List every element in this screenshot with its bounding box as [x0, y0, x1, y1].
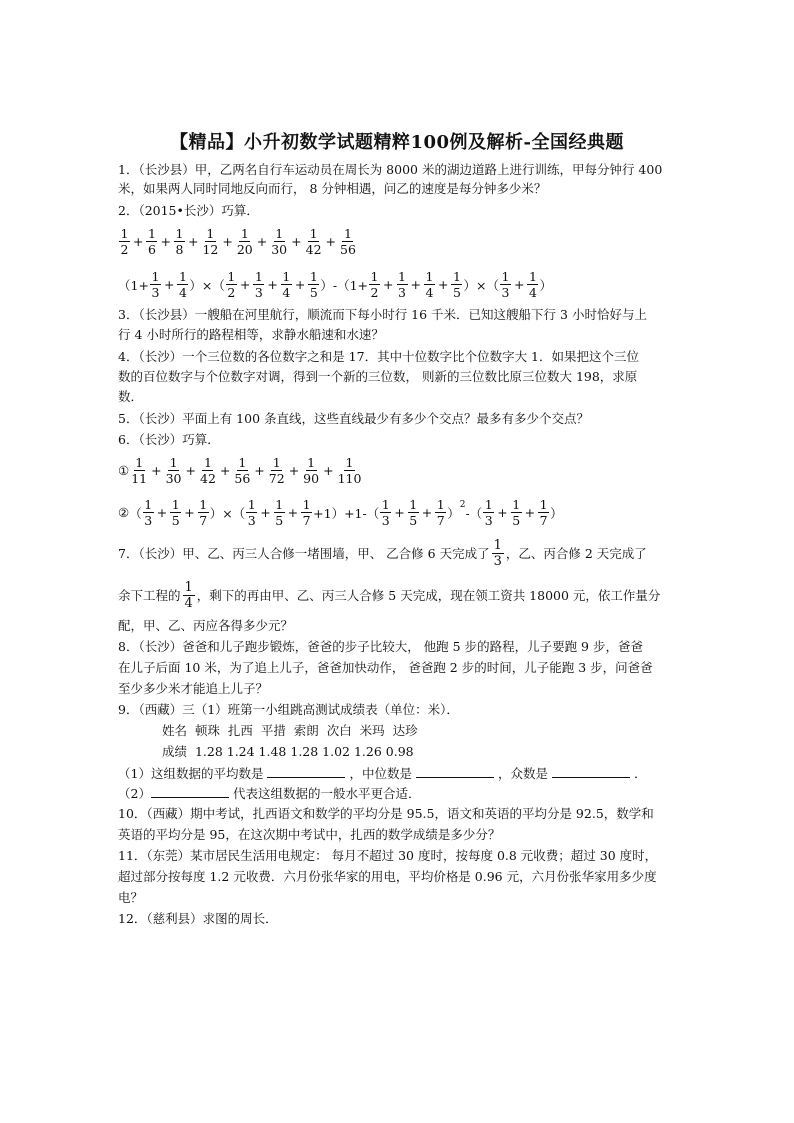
q7-fraction-1-num: 1 [493, 538, 502, 553]
q6e2-g1-fraction-3-num: 1 [199, 497, 208, 512]
q9-part-1 [118, 765, 647, 782]
q6e2-g2-fraction-2 [274, 497, 285, 528]
q8-line-2: 在儿子后面 10 米，为了追上儿子，爸爸加快动作， 爸爸跑 2 步的时间，儿子能跑 3 步，问爸爸 [118, 660, 653, 675]
q2e2-g4-fraction-2-den: 4 [528, 285, 537, 300]
q2e2-g4-fraction-1 [500, 269, 511, 300]
circled-two-marker: ② [118, 505, 130, 520]
q2e2-g1-fraction-2-den: 4 [178, 285, 187, 300]
q1-line-2: 米，如果两人同时同地反向而行， 8 分钟相遇，问乙的速度是每分钟多少米？ [118, 181, 547, 196]
q7-fraction-2-num: 1 [184, 580, 193, 595]
q2e2-g2-fraction-2-num: 1 [254, 269, 263, 284]
q7-line-1-text-b: ，乙、丙合修 2 天完成了 [505, 545, 647, 561]
q7-line-2 [118, 580, 660, 611]
q2e2-g2-plus-1: + [239, 277, 251, 292]
q6e2-g3-fraction-1-den: 3 [381, 513, 390, 528]
q9-part-1-text-c: ，众数是 [497, 766, 548, 781]
q6e2-g2-fraction-2-den: 5 [275, 513, 284, 528]
q7-line-2-text-b: ，剩下的再由甲、乙、丙三人合修 5 天完成，现在领工资共 18000 元，依工作量分 [196, 587, 661, 603]
blank-median[interactable] [416, 765, 494, 778]
q2e1-fraction-1-den: 2 [120, 242, 129, 257]
q6e2-g4-fraction-2-num: 1 [512, 497, 521, 512]
q6e2-g2-fraction-3-num: 1 [302, 497, 311, 512]
q9-part-2-text-a: （2） [118, 786, 151, 801]
q6e2-g2-plus-1: + [260, 505, 271, 520]
q2e2-g2-fraction-4 [308, 269, 319, 300]
q6e2-g2-fraction-1 [246, 497, 257, 528]
q6e1-fraction-3-num: 1 [203, 455, 212, 470]
q6e2-g1-plus-2: + [184, 505, 195, 520]
q2e2-g3-fraction-4-num: 1 [452, 269, 461, 284]
q2e2-g2-fraction-3-num: 1 [282, 269, 291, 284]
q6e2-g4-fraction-1-den: 3 [484, 513, 493, 528]
q9-part-2-text-b: 代表这组数据的一般水平更合适． [232, 786, 421, 801]
q2e2-g3-fraction-2-num: 1 [398, 269, 406, 284]
q2e2-g3-fraction-3-den: 4 [425, 285, 434, 300]
q6e2-g1-fraction-3 [198, 497, 209, 528]
q7-line-3: 配，甲、乙、丙应各得多少元？ [118, 618, 294, 633]
q9-part-1-text-d: ． [634, 766, 647, 781]
q2e1-fraction-8-den: 56 [340, 242, 356, 257]
q2e2-g2-fraction-1-num: 1 [227, 269, 236, 284]
q2e2-open: （1+ [118, 277, 149, 293]
q6e2-g1-plus-1: + [156, 505, 168, 520]
q2e2-g3-fraction-4-den: 5 [452, 285, 461, 300]
q4-line-1: 4．（长沙）一个三位数的各位数字之和是 17．其中十位数字比个位数字大 1．如果把这个三位 [118, 349, 640, 364]
q6e1-fraction-3 [199, 455, 217, 486]
q6e1-fraction-6-num: 1 [307, 455, 316, 470]
q6e1-fraction-1 [130, 455, 148, 486]
q3-line-2: 行 4 小时所行的路程相等，求静水船速和水速？ [118, 327, 384, 342]
q6e2-g4-fraction-3-den: 7 [539, 513, 548, 528]
q2e1-plus-4: + [222, 234, 233, 249]
q2e1-fraction-5 [236, 226, 254, 257]
q7-fraction-1 [492, 538, 504, 569]
q8-line-1: 8．（长沙）爸爸和儿子跑步锻炼，爸爸的步子比较大， 他跑 5 步的路程，儿子要跑 9 步，爸爸 [118, 639, 643, 654]
q2e2-g1-fraction-1-den: 3 [151, 285, 160, 300]
q11-line-1: 11．（东莞）某市居民生活用电规定： 每月不超过 30 度时，按每度 0.8 元收费；超过 30 度时， [118, 848, 658, 863]
q7-fraction-2-den: 4 [184, 596, 193, 611]
q6e1-fraction-5 [268, 455, 286, 486]
q6e1-fraction-1-den: 11 [131, 471, 148, 486]
q2e2-g3-fraction-1-num: 1 [370, 269, 379, 284]
q2e2-g2-plus-2: + [267, 277, 278, 292]
q2e2-g3-plus-2: + [410, 277, 421, 292]
q2e2-g1-fraction-2 [177, 269, 188, 300]
q6e2-g2-fraction-1-den: 3 [247, 513, 256, 528]
q6e2-g2-fraction-1-num: 1 [247, 497, 256, 512]
q2e2-g3-fraction-4 [451, 269, 462, 300]
q6e2-g1-fraction-3-den: 7 [199, 513, 208, 528]
q6e1-fraction-4 [233, 455, 251, 486]
q2e2-g3-fraction-3 [424, 269, 435, 300]
q7-fraction-1-den: 3 [493, 554, 502, 569]
q2e2-g1-fraction-2-num: 1 [178, 269, 187, 284]
q6e1-fraction-3-den: 42 [200, 471, 216, 486]
q6e2-times: ）×（ [209, 505, 246, 521]
q2e2-g3-plus-3: + [437, 277, 449, 292]
q6e1-fraction-2 [165, 455, 183, 486]
q2e1-plus-5: + [256, 234, 268, 249]
q6e1-plus-1: + [151, 463, 162, 478]
q2e2-g4-plus-1: + [513, 277, 525, 292]
q9-scores-row: 成绩 1.28 1.24 1.48 1.28 1.02 1.26 0.98 [162, 744, 414, 759]
q6e2-g3-plus-2: + [421, 505, 433, 520]
q2e1-fraction-6-num: 1 [275, 226, 284, 241]
q6e2-close-1: ） [447, 505, 460, 521]
q6e2-g2-plus-2: + [287, 505, 299, 520]
q4-line-3: 数． [118, 389, 144, 404]
q6e1-fraction-4-num: 1 [238, 455, 247, 470]
q6e2-g3-fraction-2-den: 5 [409, 513, 418, 528]
q2e1-fraction-2 [146, 226, 157, 257]
q6e1-fraction-6-den: 90 [303, 471, 320, 486]
q2-expression-1 [118, 226, 358, 257]
q2e2-g1-plus-1: + [163, 277, 175, 292]
q2e1-fraction-8 [339, 226, 357, 257]
q6e1-fraction-7-num: 1 [345, 455, 354, 470]
q2e1-fraction-6 [270, 226, 288, 257]
q6e1-fraction-5-num: 1 [272, 455, 281, 470]
q2e1-fraction-2-num: 1 [148, 226, 156, 241]
q6e2-g1-fraction-2-num: 1 [171, 497, 180, 512]
q6e2-g4-fraction-3-num: 1 [539, 497, 548, 512]
q6e2-exponent: 2 [459, 499, 466, 510]
q7-line-1 [118, 538, 647, 569]
q6e1-plus-5: + [288, 463, 300, 478]
q2e1-fraction-4-den: 12 [202, 242, 219, 257]
q6e1-fraction-2-den: 30 [165, 471, 182, 486]
q6e1-plus-2: + [185, 463, 196, 478]
q6e1-fraction-1-num: 1 [135, 455, 144, 470]
q2e2-g2-fraction-4-den: 5 [309, 285, 318, 300]
q2e2-g4-fraction-2-num: 1 [528, 269, 537, 284]
q7-fraction-2 [183, 580, 195, 611]
q6e2-g4-plus-2: + [524, 505, 536, 520]
q6e2-g4-fraction-2-den: 5 [512, 513, 521, 528]
q6e2-g2-fraction-3-den: 7 [302, 513, 311, 528]
q2e1-fraction-3 [174, 226, 185, 257]
q6e2-g4-fraction-2 [511, 497, 522, 528]
q2e1-fraction-7-num: 1 [309, 226, 318, 241]
q2-line-1: 2．（2015•长沙）巧算． [118, 203, 259, 218]
q2e2-g2-fraction-2 [253, 269, 264, 300]
q6e2-g3-fraction-3-num: 1 [436, 497, 445, 512]
q2e2-g4-fraction-2 [527, 269, 538, 300]
q6-line-1: 6．（长沙）巧算． [118, 432, 220, 447]
q6e2-g4-fraction-1 [483, 497, 494, 528]
q2e1-fraction-4-num: 1 [206, 226, 215, 241]
q6e2-minus: -（ [465, 505, 483, 521]
q2e1-plus-3: + [187, 234, 199, 249]
q6e2-g1-fraction-2-den: 5 [171, 513, 180, 528]
q6e2-g3-fraction-3-den: 7 [436, 513, 445, 528]
q2e1-fraction-4 [201, 226, 219, 257]
q6e1-fraction-2-num: 1 [169, 455, 178, 470]
q9-names-row: 姓名 顿珠 扎西 平措 索朗 次白 米玛 达珍 [162, 723, 418, 738]
q2e2-g2-fraction-2-den: 3 [254, 285, 263, 300]
q2e1-fraction-5-num: 1 [240, 226, 249, 241]
q2e1-fraction-2-den: 6 [148, 242, 156, 257]
q6e2-open: （ [129, 505, 142, 521]
q7-line-1-text-a: 7．（长沙）甲、乙、丙三人合修一堵围墙，甲、 乙合修 6 天完成了 [118, 545, 490, 561]
q2e1-fraction-3-den: 8 [175, 242, 184, 257]
blank-representative[interactable] [151, 785, 229, 798]
q9-line-1: 9．（西藏）三（1）班第一小组跳高测试成绩表（单位：米）． [118, 702, 459, 717]
q2e2-g3-fraction-1 [369, 269, 380, 300]
q2e2-g2-fraction-4-num: 1 [309, 269, 318, 284]
q8-line-3: 至少多少米才能追上儿子？ [118, 681, 269, 696]
q2e2-g2-fraction-1-den: 2 [227, 285, 236, 300]
q6e1-fraction-4-den: 56 [234, 471, 251, 486]
q2e2-g3-fraction-2 [397, 269, 408, 300]
q2e1-fraction-7-den: 42 [305, 242, 322, 257]
q11-line-3: 电？ [118, 890, 144, 905]
q6e2-g1-fraction-1 [143, 497, 154, 528]
q6-expression-2 [118, 497, 563, 528]
q4-line-2: 数的百位数字与个位数字对调，得到一个新的三位数， 则新的三位数比原三位数大 198，求原 [118, 369, 638, 384]
q7-line-2-text-a: 余下工程的 [118, 587, 181, 603]
q6e1-fraction-7-den: 110 [337, 471, 362, 486]
q9-part-1-text-a: （1）这组数据的平均数是 [118, 766, 264, 781]
q2e2-g2-plus-3: + [294, 277, 306, 292]
q2e2-g2-fraction-1 [226, 269, 237, 300]
q2e1-fraction-1-num: 1 [120, 226, 129, 241]
q6e1-plus-3: + [219, 463, 231, 478]
q6e1-plus-6: + [323, 463, 334, 478]
q2e1-fraction-3-num: 1 [175, 226, 184, 241]
q2e2-g3-fraction-3-num: 1 [425, 269, 434, 284]
q2e2-g2-fraction-3-den: 4 [282, 285, 291, 300]
q6e2-g4-fraction-3 [538, 497, 549, 528]
q6e2-g1-fraction-1-den: 3 [144, 513, 153, 528]
q9-part-1-text-b: ，中位数是 [349, 766, 412, 781]
q6e2-close-2: ） [550, 505, 563, 521]
q6e2-g3-fraction-3 [435, 497, 446, 528]
q6e2-g4-fraction-1-num: 1 [484, 497, 493, 512]
q2e2-g1-fraction-1 [150, 269, 161, 300]
q6e1-fraction-7 [337, 455, 363, 486]
q2e2-g4-fraction-1-num: 1 [501, 269, 510, 284]
q6e2-g3-fraction-1-num: 1 [381, 497, 390, 512]
q2e1-plus-1: + [133, 234, 144, 249]
q3-line-1: 3．（长沙县）一艘船在河里航行，顺流而下每小时行 16 千米．已知这艘船下行 3 小时恰好与上 [118, 307, 647, 322]
q2e2-g1-fraction-1-num: 1 [151, 269, 160, 284]
q6e2-g1-fraction-2 [170, 497, 181, 528]
q2-expression-2 [118, 269, 552, 300]
page-title: 【精品】小升初数学试题精粹100例及解析-全国经典题 [169, 132, 625, 153]
q6e2-g3-plus-1: + [394, 505, 405, 520]
q12-line-1: 12．（慈利县）求图的周长． [118, 911, 278, 926]
q2e2-minus: ）-（1+ [320, 277, 369, 293]
q6e2-g3-fraction-1 [380, 497, 391, 528]
blank-mean[interactable] [267, 765, 345, 778]
q2e2-times-2: ）×（ [463, 277, 499, 293]
q2e2-close: ） [539, 277, 552, 293]
q2e2-times-1: ）×（ [189, 277, 225, 293]
q6-expression-1 [118, 455, 363, 486]
q6e1-fraction-5-den: 72 [268, 471, 285, 486]
q6e2-g1-fraction-1-num: 1 [144, 497, 153, 512]
circled-one-marker: ① [118, 463, 130, 478]
q2e1-plus-6: + [291, 234, 302, 249]
q6e1-plus-4: + [254, 463, 265, 478]
q2e1-fraction-8-num: 1 [343, 226, 352, 241]
q2e1-fraction-1 [119, 226, 130, 257]
q2e2-g3-fraction-2-den: 3 [398, 285, 406, 300]
q5-line-1: 5．（长沙）平面上有 100 条直线，这些直线最少有多少个交点？最多有多少个交点？ [118, 411, 590, 426]
q2e2-g4-fraction-1-den: 3 [501, 285, 510, 300]
q10-line-1: 10．（西藏）期中考试，扎西语文和数学的平均分是 95.5，语文和英语的平均分是 92.5，数学和 [118, 806, 654, 821]
q6e2-g4-plus-1: + [497, 505, 508, 520]
q2e1-fraction-7 [305, 226, 323, 257]
q6e2-plus-one: +1）+1-（ [313, 505, 380, 521]
q11-line-2: 超过部分按每度 1.2 元收费．六月份张华家的用电，平均价格是 0.96 元，六月份张华家用多少度 [118, 869, 657, 884]
q6e2-g2-fraction-2-num: 1 [275, 497, 284, 512]
q6e2-g3-fraction-2 [408, 497, 419, 528]
q2e1-plus-2: + [160, 234, 171, 249]
q9-part-2 [118, 785, 420, 802]
q1-line-1: 1．（长沙县）甲，乙两名自行车运动员在周长为 8000 米的湖边道路上进行训练，甲每分钟行 400 [118, 162, 663, 177]
q6e1-fraction-6 [302, 455, 320, 486]
q2e2-g3-fraction-1-den: 2 [370, 285, 379, 300]
q2e2-g3-plus-1: + [383, 277, 394, 292]
q2e1-plus-7: + [325, 234, 337, 249]
q6e2-g2-fraction-3 [301, 497, 312, 528]
q10-line-2: 英语的平均分是 95，在这次期中考试中，扎西的数学成绩是多少分？ [118, 827, 501, 842]
q2e1-fraction-6-den: 30 [271, 242, 288, 257]
q2e1-fraction-5-den: 20 [236, 242, 253, 257]
q2e2-g2-fraction-3 [281, 269, 292, 300]
q6e2-g3-fraction-2-num: 1 [409, 497, 418, 512]
blank-mode[interactable] [552, 765, 630, 778]
